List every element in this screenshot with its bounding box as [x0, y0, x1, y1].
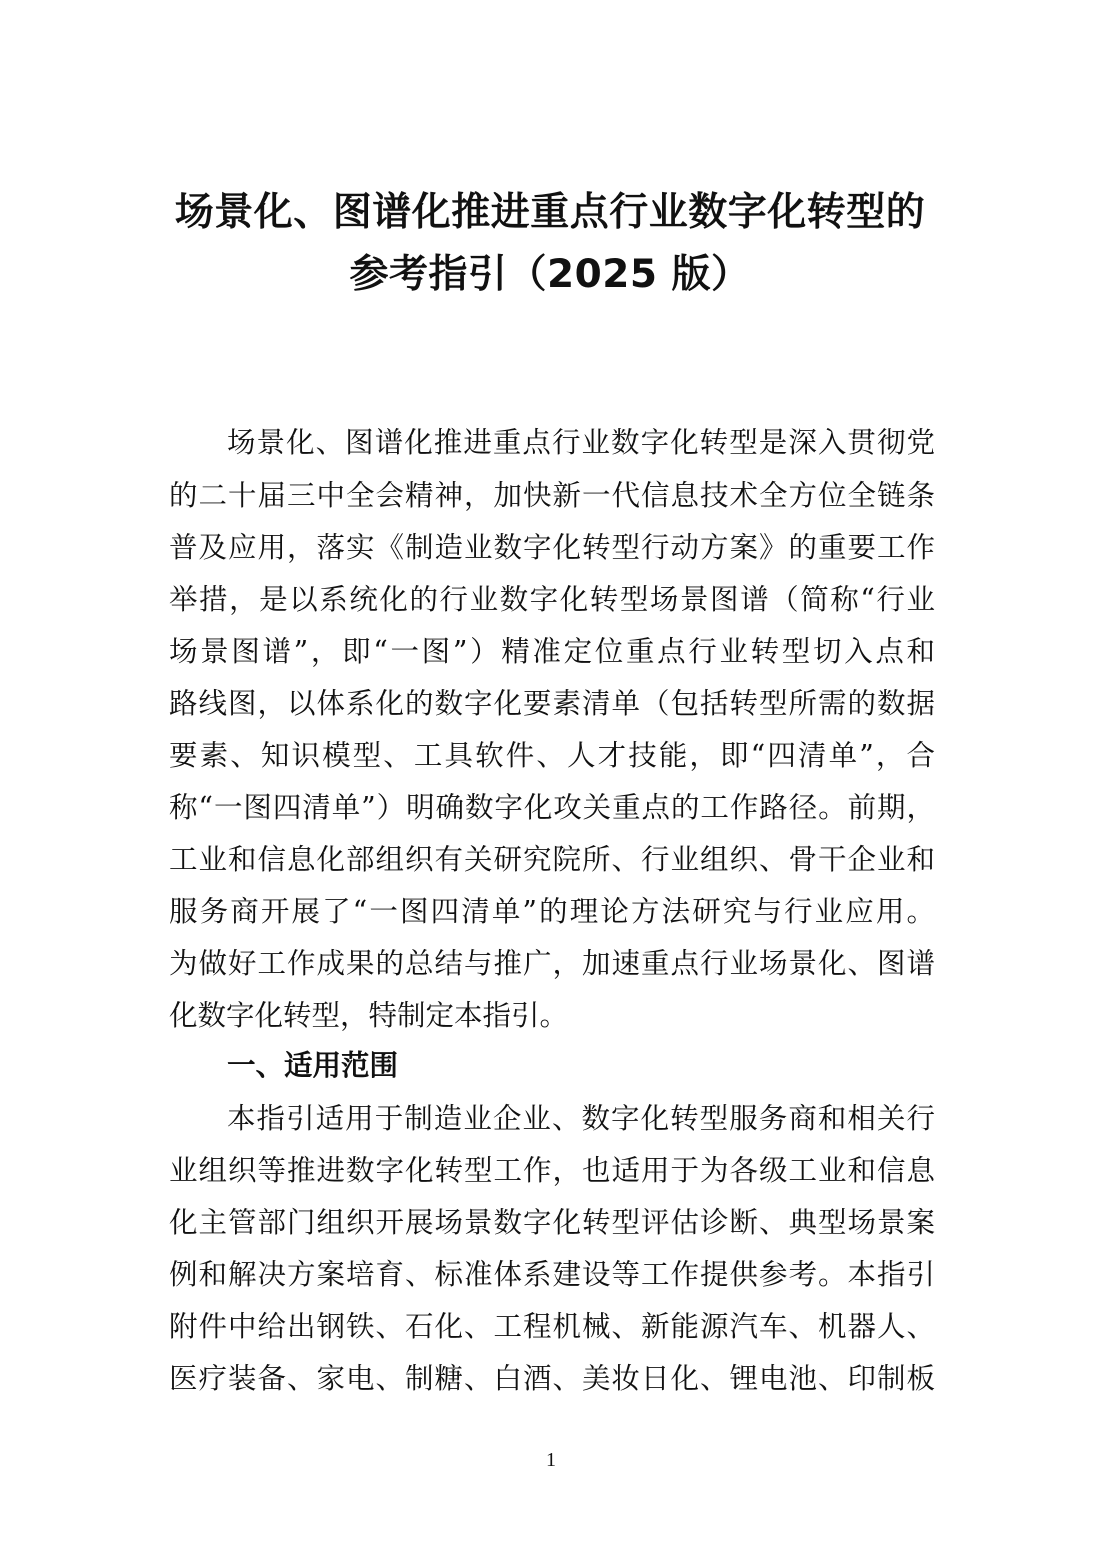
paragraph-1-line: 为做好工作成果的总结与推广，加速重点行业场景化、图谱	[169, 947, 935, 980]
paragraph-1-line: 场景化、图谱化推进重点行业数字化转型是深入贯彻党	[227, 426, 935, 459]
paragraph-2-line: 医疗装备、家电、制糖、白酒、美妆日化、锂电池、印制板	[169, 1362, 935, 1395]
paragraph-2-line: 附件中给出钢铁、石化、工程机械、新能源汽车、机器人、	[169, 1310, 935, 1343]
paragraph-2-line: 本指引适用于制造业企业、数字化转型服务商和相关行	[227, 1102, 935, 1135]
document-title-line-2: 参考指引（2025 版）	[349, 252, 751, 297]
paragraph-1-line: 路线图，以体系化的数字化要素清单（包括转型所需的数据	[169, 687, 935, 720]
paragraph-1-line: 工业和信息化部组织有关研究院所、行业组织、骨干企业和	[169, 843, 935, 876]
section-1-heading: 一、适用范围	[227, 1049, 399, 1082]
paragraph-2-line: 例和解决方案培育、标准体系建设等工作提供参考。本指引	[169, 1258, 935, 1291]
paragraph-1-line: 服务商开展了“一图四清单”的理论方法研究与行业应用。	[169, 895, 935, 928]
document-title-line-1: 场景化、图谱化推进重点行业数字化转型的	[174, 190, 926, 235]
paragraph-2-line: 业组织等推进数字化转型工作，也适用于为各级工业和信息	[169, 1154, 935, 1187]
paragraph-1-line: 的二十届三中全会精神，加快新一代信息技术全方位全链条	[169, 479, 935, 512]
paragraph-1-line: 化数字化转型，特制定本指引。	[169, 999, 569, 1032]
paragraph-1-line: 举措，是以系统化的行业数字化转型场景图谱（简称“行业	[169, 583, 935, 616]
paragraph-2-line: 化主管部门组织开展场景数字化转型评估诊断、典型场景案	[169, 1206, 935, 1239]
paragraph-1-line: 要素、知识模型、工具软件、人才技能，即“四清单”，合	[169, 739, 935, 772]
paragraph-1-line: 场景图谱”，即“一图”）精准定位重点行业转型切入点和	[169, 635, 935, 668]
paragraph-1-line: 普及应用，落实《制造业数字化转型行动方案》的重要工作	[169, 531, 935, 564]
paragraph-1-line: 称“一图四清单”）明确数字化攻关重点的工作路径。前期，	[169, 791, 935, 824]
page-number: 1	[546, 1449, 556, 1471]
